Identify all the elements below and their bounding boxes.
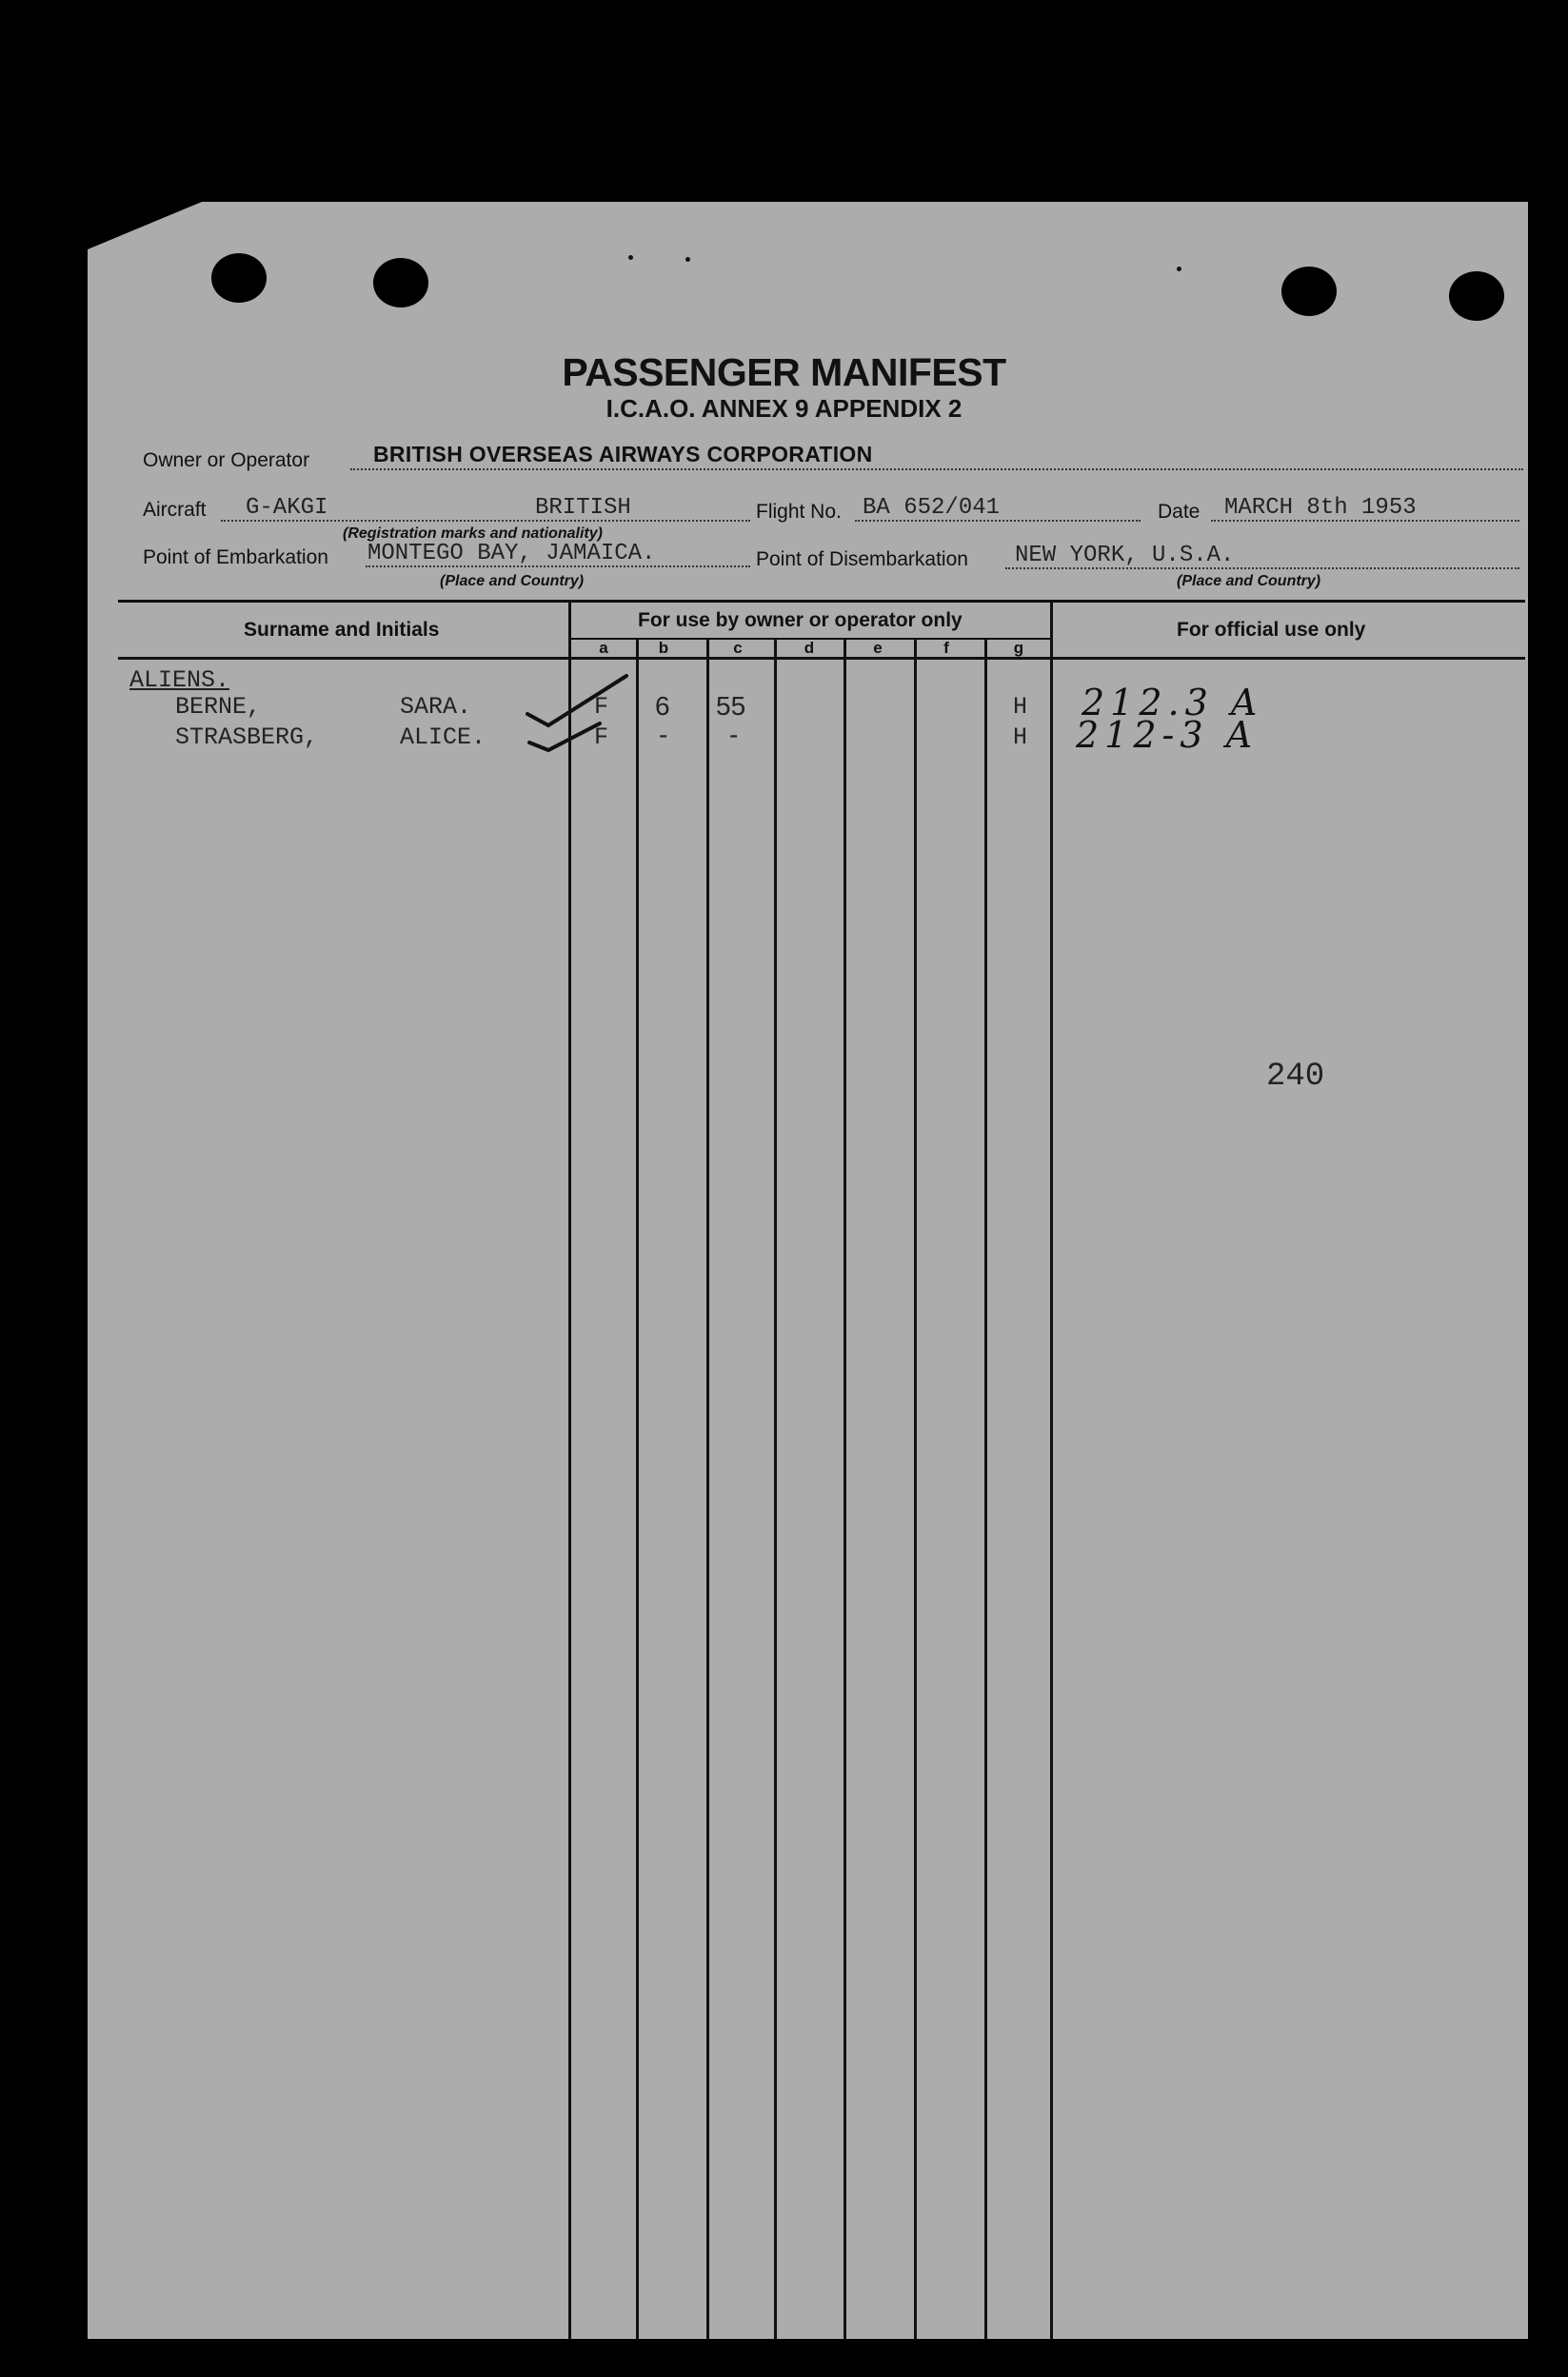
subcol-b: b [658,639,669,657]
subcol-e: e [873,639,883,657]
disembark-underline [1005,567,1519,569]
row-surname: STRASBERG, [175,723,319,751]
row-official: 212-3 A [1076,714,1259,756]
row-col-g: H [1013,723,1028,751]
owner-underline [350,468,1523,470]
subcol-d: d [804,639,815,657]
page-title: PASSENGER MANIFEST [562,350,1006,394]
subcol-f: f [943,639,949,657]
row-col-b: 6 [655,691,670,721]
punch-hole [1449,271,1504,321]
embark-label: Point of Embarkation [143,546,328,568]
speck [1177,267,1181,271]
row-col-a: F [594,723,609,751]
flight-underline [855,520,1141,522]
subcol-a: a [599,639,608,657]
col-owner-use-header: For use by owner or operator only [638,609,963,631]
row-initials: ALICE. [400,723,486,751]
embark-underline [366,565,750,567]
page-number-stamp: 240 [1266,1059,1325,1095]
subcol-g: g [1013,639,1024,657]
col-rule [706,638,709,2339]
aircraft-underline [221,520,750,522]
punch-hole [211,253,267,303]
col-rule [984,638,987,2339]
col-rule [568,602,571,2339]
date-value: MARCH 8th 1953 [1224,495,1417,521]
page-subtitle: I.C.A.O. ANNEX 9 APPENDIX 2 [605,394,963,423]
col-rule [1050,602,1053,2339]
disembark-label: Point of Disembarkation [756,548,968,570]
flight-label: Flight No. [756,501,842,523]
embark-caption: (Place and Country) [440,573,585,589]
check-mark-icon [524,666,638,762]
date-label: Date [1158,501,1201,523]
aircraft-registration: G-AKGI [246,495,328,521]
torn-corner [88,202,202,249]
owner-value: BRITISH OVERSEAS AIRWAYS CORPORATION [373,442,873,466]
col-rule [774,638,777,2339]
row-official: 212.3 A [1082,682,1263,723]
subcol-c: c [733,639,743,657]
disembark-caption: (Place and Country) [1177,573,1321,589]
date-underline [1211,520,1519,522]
flight-value: BA 652/041 [863,495,1001,521]
table-top-rule [118,600,1525,603]
row-col-b: - [659,720,668,749]
row-surname: BERNE, [175,693,262,721]
disembark-value: NEW YORK, U.S.A. [1015,543,1235,568]
speck [628,255,633,260]
aircraft-caption: (Registration marks and nationality) [343,525,603,542]
row-col-g: H [1013,693,1028,721]
col-rule [636,638,639,2339]
table-header-rule [118,657,1525,660]
row-col-c: 55 [716,691,746,721]
col-surname-header: Surname and Initials [244,619,440,641]
punch-hole [1281,267,1337,316]
aircraft-nationality: BRITISH [535,495,631,521]
col-official-header: For official use only [1177,619,1366,641]
speck [685,257,690,262]
row-initials: SARA. [400,693,472,721]
row-col-c: - [729,720,739,749]
col-rule [914,638,917,2339]
row-col-a: F [594,693,609,721]
section-label: ALIENS. [129,666,230,694]
col-rule [844,638,846,2339]
punch-hole [373,258,428,307]
owner-label: Owner or Operator [143,449,310,471]
embark-value: MONTEGO BAY, JAMAICA. [367,541,656,566]
aircraft-label: Aircraft [143,499,207,521]
